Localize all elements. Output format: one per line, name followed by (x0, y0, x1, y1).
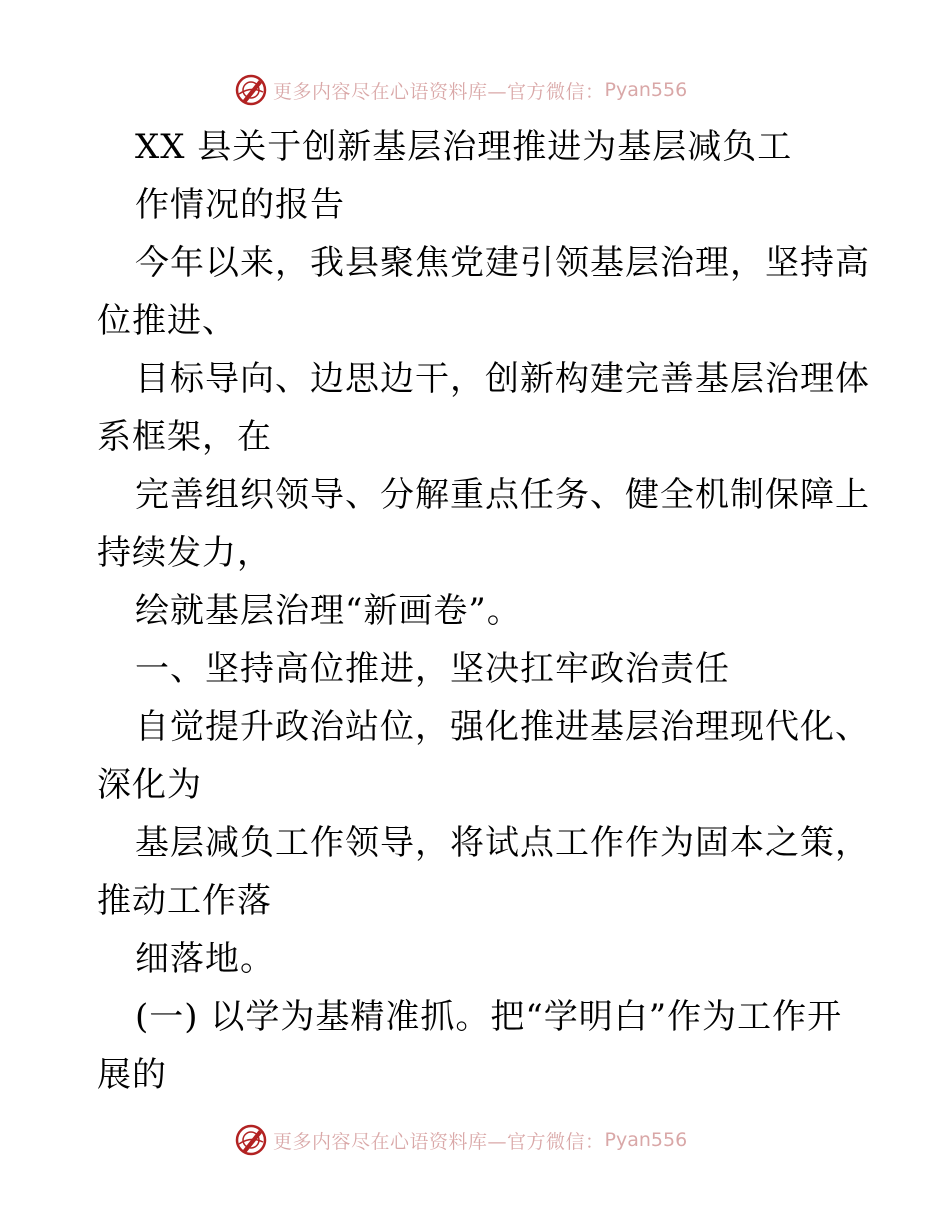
pen-logo-icon (233, 72, 269, 108)
header-banner-text: 更多内容尽在心语资料库—官方微信： (273, 80, 605, 103)
text-line: 持续发力， (97, 533, 272, 573)
text-line: XX 县关于创新基层治理推进为基层减负工 (135, 127, 793, 167)
text-line: (一) 以学为基精准抓。把“学明白”作为工作开 (135, 997, 843, 1037)
text-line: 展的 (97, 1055, 167, 1095)
header-banner-wechat-id: Pyan556 (604, 79, 688, 101)
text-line: 自觉提升政治站位，强化推进基层治理现代化、 (135, 707, 870, 747)
document-body (97, 118, 870, 1104)
footer-banner-wechat-id: Pyan556 (604, 1129, 688, 1151)
text-line: 基层减负工作领导，将试点工作作为固本之策， (135, 823, 870, 863)
text-line: 绘就基层治理“新画卷”。 (135, 591, 522, 631)
text-line: 目标导向、边思边干，创新构建完善基层治理体 (135, 359, 870, 399)
pen-logo-icon (233, 1122, 269, 1158)
text-line: 一、坚持高位推进，坚决扛牢政治责任 (135, 649, 730, 689)
text-line: 作情况的报告 (135, 185, 345, 225)
text-line: 推动工作落 (97, 881, 272, 921)
text-line: 完善组织领导、分解重点任务、健全机制保障上 (135, 475, 870, 515)
footer-watermark-banner (233, 1121, 687, 1159)
text-line: 深化为 (97, 765, 202, 805)
text-line: 位推进、 (97, 301, 237, 341)
text-line: 系框架，在 (97, 417, 272, 457)
text-line: 今年以来，我县聚焦党建引领基层治理，坚持高 (135, 243, 870, 283)
text-line: 细落地。 (135, 939, 275, 979)
footer-banner-text: 更多内容尽在心语资料库—官方微信： (273, 1130, 605, 1153)
header-watermark-banner (233, 71, 687, 109)
